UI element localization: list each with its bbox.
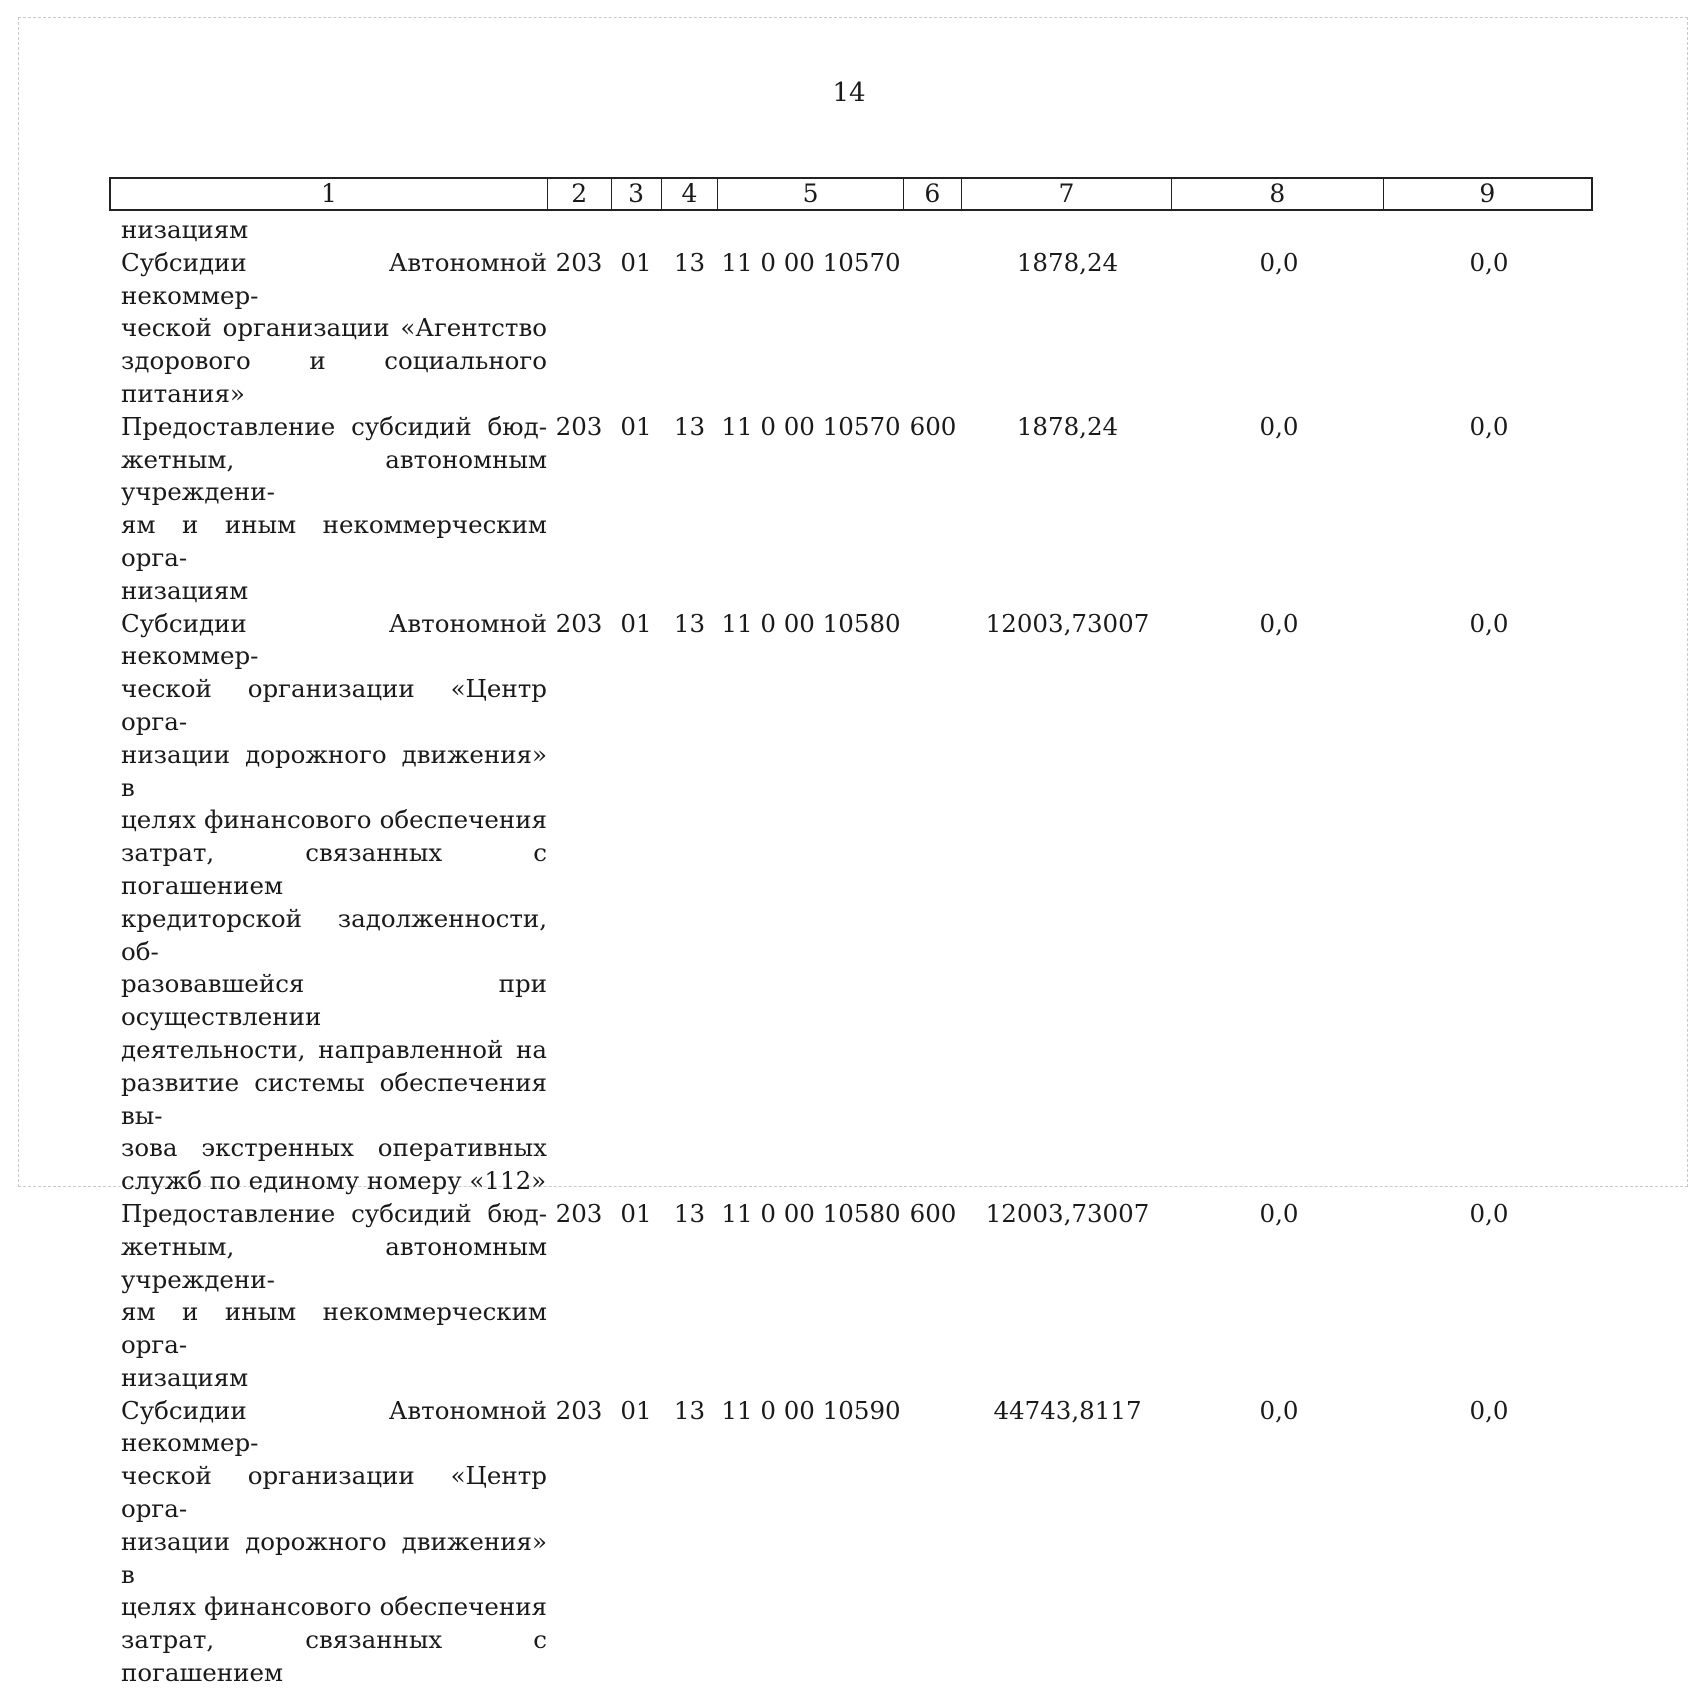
target-article-cell: 11 0 00 10580 [721, 608, 901, 638]
description-line: жетным, автономным учреждени- [121, 1231, 547, 1294]
section-cell: 01 [620, 608, 652, 638]
amount-col7-cell: 12003,73007 [985, 1198, 1150, 1228]
description-line: ческой организации «Агентство [121, 313, 547, 343]
amount-col8-cell: 0,0 [1259, 411, 1299, 441]
description-cell [109, 1198, 547, 1395]
header-cell-2: 2 [548, 179, 612, 209]
description-line: кредиторской задолженности, об- [121, 903, 547, 966]
description-line: ческой организации «Центр орга- [121, 1461, 547, 1524]
table-body [109, 214, 1593, 1690]
table-row [109, 247, 1593, 411]
target-article-cell: 11 0 00 10590 [721, 1395, 901, 1425]
code-cell: 203 [555, 247, 603, 277]
target-article-cell: 11 0 00 10580 [721, 1198, 901, 1228]
subsection-cell: 13 [673, 608, 706, 638]
expense-type-cell: 600 [909, 1198, 957, 1228]
description-line: жетным, автономным учреждени- [121, 444, 547, 507]
table-row [109, 1395, 1593, 1690]
description-line: служб по единому номеру «112» [121, 1166, 547, 1196]
subsection-cell: 13 [673, 411, 706, 441]
code-cell: 203 [555, 1395, 603, 1425]
amount-col9-cell: 0,0 [1469, 608, 1509, 638]
header-cell-5: 5 [718, 179, 904, 209]
description-line: низациям [121, 215, 249, 244]
description-line: зова экстренных оперативных [121, 1133, 547, 1163]
section-cell: 01 [620, 1198, 652, 1228]
table-row [109, 608, 1593, 1198]
description-line: целях финансового обеспечения [121, 805, 547, 835]
description-line: ческой организации «Центр орга- [121, 674, 547, 736]
description-line: затрат, связанных с погашением [121, 1625, 547, 1688]
description-line: деятельности, направленной на [121, 1034, 547, 1064]
table-row [109, 1198, 1593, 1395]
description-line: Субсидии Автономной некоммер- [121, 247, 547, 310]
subsection-cell: 13 [673, 1198, 706, 1228]
target-article-cell: 11 0 00 10570 [721, 411, 901, 441]
description-line: низациям [121, 1362, 249, 1392]
header-cell-6: 6 [904, 179, 962, 209]
description-cell [109, 1395, 547, 1690]
header-cell-8: 8 [1172, 179, 1383, 209]
amount-col9-cell: 0,0 [1469, 1198, 1509, 1228]
description-line: низациям [121, 575, 249, 605]
amount-col7-cell: 44743,8117 [993, 1395, 1142, 1425]
header-cell-3: 3 [612, 179, 662, 209]
amount-col9-cell: 0,0 [1469, 411, 1509, 441]
description-line: здорового и социального питания» [121, 346, 547, 408]
subsection-cell: 13 [673, 1395, 706, 1425]
expense-type-cell: 600 [909, 411, 957, 441]
table-row [109, 214, 1593, 247]
description-line: низации дорожного движения» в [121, 739, 547, 802]
header-cell-9: 9 [1479, 179, 1496, 208]
amount-col7-cell: 12003,73007 [985, 608, 1150, 638]
description-line: Предоставление субсидий бюд- [121, 1198, 547, 1228]
description-cell [109, 411, 547, 608]
section-cell: 01 [620, 1395, 652, 1425]
description-line: Субсидии Автономной некоммер- [121, 608, 547, 671]
description-line: Предоставление субсидий бюд- [121, 411, 547, 441]
amount-col8-cell: 0,0 [1259, 608, 1299, 638]
description-cell [109, 247, 547, 411]
amount-col7-cell: 1878,24 [1016, 411, 1119, 441]
description-line: разовавшейся при осуществлении [121, 969, 547, 1032]
amount-col8-cell: 0,0 [1259, 1395, 1299, 1425]
code-cell: 203 [555, 608, 603, 638]
header-cell-4: 4 [662, 179, 719, 209]
section-cell: 01 [620, 247, 652, 277]
header-cell-1: 1 [111, 179, 548, 209]
description-line: низации дорожного движения» в [121, 1526, 547, 1589]
description-line: развитие системы обеспечения вы- [121, 1067, 547, 1130]
code-cell: 203 [555, 411, 603, 441]
description-line: Субсидии Автономной некоммер- [121, 1395, 547, 1458]
target-article-cell: 11 0 00 10570 [721, 247, 901, 277]
description-line: затрат, связанных с погашением [121, 838, 547, 900]
amount-col8-cell: 0,0 [1259, 1198, 1299, 1228]
header-cell-7: 7 [962, 179, 1172, 209]
amount-col9-cell: 0,0 [1469, 247, 1509, 277]
subsection-cell: 13 [673, 247, 706, 277]
amount-col9-cell: 0,0 [1469, 1395, 1509, 1425]
amount-col7-cell: 1878,24 [1016, 247, 1119, 277]
table-row [109, 411, 1593, 608]
description-line: ям и иным некоммерческим орга- [121, 510, 547, 572]
code-cell: 203 [555, 1198, 603, 1228]
table-header-row [109, 177, 1593, 211]
description-cell [109, 214, 547, 247]
section-cell: 01 [620, 411, 652, 441]
description-line: ям и иным некоммерческим орга- [121, 1297, 547, 1360]
amount-col8-cell: 0,0 [1259, 247, 1299, 277]
description-cell [109, 608, 547, 1198]
description-line: целях финансового обеспечения [121, 1592, 547, 1622]
page-number: 14 [832, 78, 866, 108]
